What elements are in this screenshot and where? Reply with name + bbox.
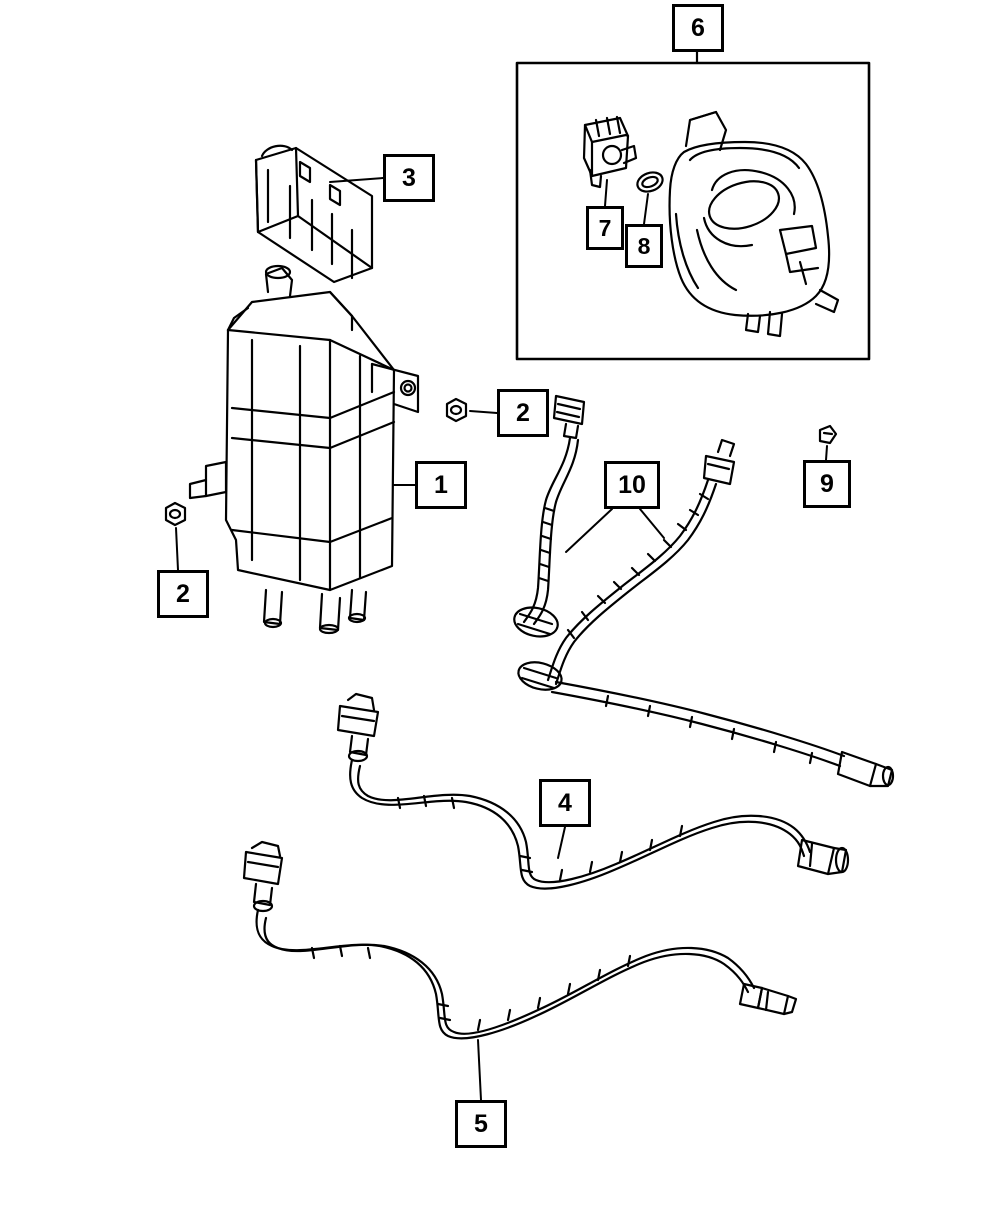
vapor-canister	[190, 266, 418, 633]
callout-3[interactable]: 3	[383, 154, 435, 202]
callout-7[interactable]: 7	[586, 206, 624, 250]
purge-hose-harness	[512, 396, 893, 786]
callout-1[interactable]: 1	[415, 461, 467, 509]
mounting-nut-upper	[447, 399, 466, 421]
callout-6[interactable]: 6	[672, 4, 724, 52]
callout-8[interactable]: 8	[625, 224, 663, 268]
callout-2-upper[interactable]: 2	[497, 389, 549, 437]
callout-5[interactable]: 5	[455, 1100, 507, 1148]
callout-10[interactable]: 10	[604, 461, 660, 509]
retaining-clip	[820, 426, 836, 443]
canister-heat-shield	[256, 146, 372, 282]
callout-4[interactable]: 4	[539, 779, 591, 827]
vapor-tube-assembly	[338, 694, 848, 889]
callout-2-lower[interactable]: 2	[157, 570, 209, 618]
callout-9[interactable]: 9	[803, 460, 851, 508]
mounting-nut-lower	[166, 503, 185, 525]
group-box-6	[517, 52, 869, 359]
